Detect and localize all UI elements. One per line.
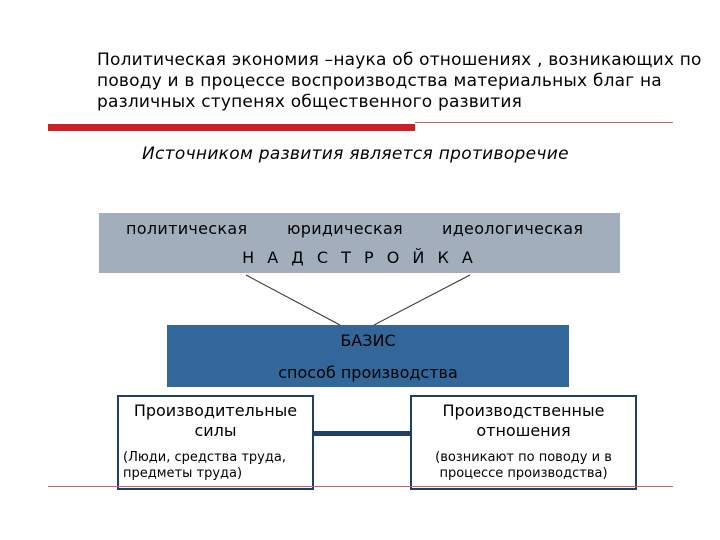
productive-forces-title: Производительные силы — [133, 401, 298, 440]
production-relations-box — [410, 395, 637, 490]
productive-forces-box — [117, 395, 314, 490]
superstructure-label-political: политическая — [126, 219, 248, 238]
connector-left — [246, 275, 340, 325]
productive-forces-note: (Люди, средства труда, предметы труда) — [123, 450, 286, 481]
basis-block — [167, 325, 569, 387]
superstructure-label-legal: юридическая — [287, 219, 403, 238]
source-statement: Источником развития является противоречие — [142, 144, 569, 164]
superstructure-block — [99, 213, 620, 273]
basis-title: БАЗИС — [340, 331, 396, 350]
slide-title: Политическая экономия –наука об отношениях , возникающих по поводу и в процессе воспроизводства материальных благ на различных ступенях общественного развития — [97, 50, 702, 112]
bottom-divider-line — [48, 486, 673, 487]
red-accent-bar — [48, 124, 415, 131]
forces-relations-link — [314, 431, 410, 436]
divider-line — [415, 122, 673, 123]
superstructure-title: Н А Д С Т Р О Й К А — [242, 248, 477, 267]
production-relations-note: (возникают по поводу и в процессе производства) — [435, 450, 612, 481]
superstructure-label-ideological: идеологическая — [442, 219, 584, 238]
production-relations-title: Производственные отношения — [442, 401, 605, 440]
basis-subtitle: способ производства — [278, 363, 458, 382]
connector-right — [374, 275, 470, 325]
